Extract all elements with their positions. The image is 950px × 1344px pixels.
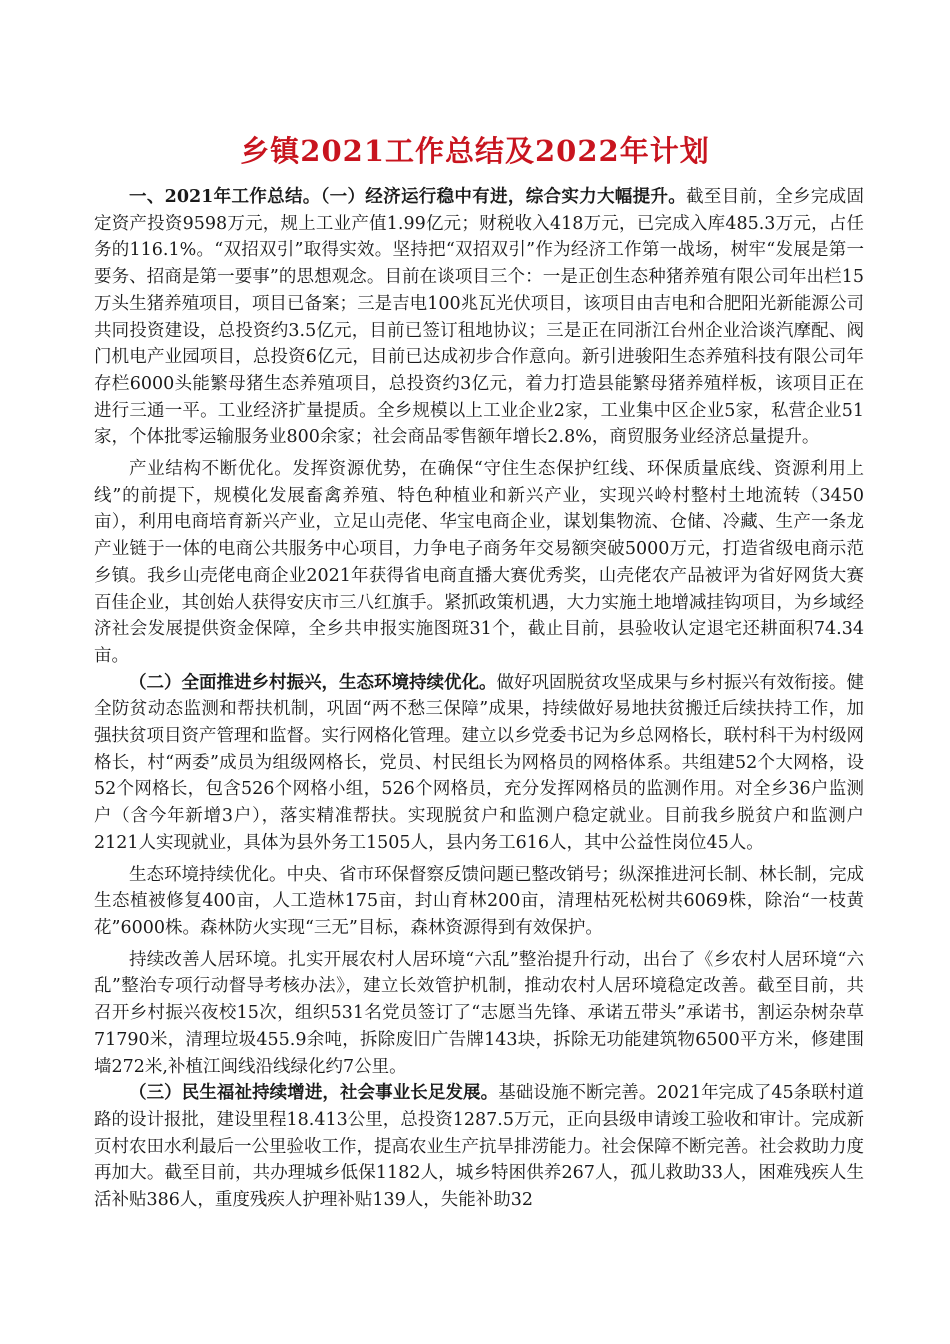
paragraph-text: 截至目前，全乡完成固定资产投资9598万元，规上工业产值1.99亿元；财税收入418万元，已完成入库485.3万元，占任务的116.1%。“双招双引”取得实效。坚持把“双招双引”作为经济工作第一战场，树牢“发展是第一要务、招商是第一要事”的思想观念。目前在谈项目三个：一是正创生态种猪养殖有限公司年出栏15万头生猪养殖项目，项目已备案；三是吉电100兆瓦光伏项目，该项目由吉电和合肥阳光新能源公司共同投资建设，总投资约3.5亿元，目前已签订租地协议；三是正在同浙江台州企业洽谈汽摩配、阀门机电产业园项目，总投资6亿元，目前已达成初步合作意向。新引进骏阳生态养殖科技有限公司年存栏6000头能繁母猪生态养殖项目，总投资约3亿元，着力打造县能繁母猪养殖样板，该项目正在进行三通一平。工业经济扩量提质。全乡规模以上工业企业2家，工业集中区企业5家，私营企业51家，个体批零运输服务业800余家；社会商品零售额年增长2.8%，商贸服务业经济总量提升。 xyxy=(94,187,864,448)
paragraph-4 xyxy=(94,862,864,942)
paragraph-2 xyxy=(94,456,864,670)
paragraph-text: 生态环境持续优化。中央、省市环保督察反馈问题已整改销号；纵深推进河长制、林长制，完成生态植被修复400亩，人工造林175亩，封山育林200亩，清理枯死松树共6069株，除治“一枝黄花”6000株。森林防火实现“三无”目标，森林资源得到有效保护。 xyxy=(94,864,864,938)
paragraph-text: 产业结构不断优化。发挥资源优势，在确保“守住生态保护红线、环保质量底线、资源利用上线”的前提下，规模化发展畜禽养殖、特色种植业和新兴产业，实现兴岭村整村土地流转（3450亩），利用电商培育新兴产业，立足山売佬、华宝电商企业，谋划集物流、仓储、冷藏、生产一条龙产业链于一体的电商公共服务中心项目，力争电子商务年交易额突破5000万元，打造省级电商示范乡镇。我乡山売佬电商企业2021年获得省电商直播大赛优秀奖，山壳佬农产品被评为省好网货大赛百佳企业，其创始人获得安庆市三八红旗手。紧抓政策机遇，大力实施土地增减挂钩项目，为乡域经济社会发展提供资金保障，全乡共申报实施图斑31个，截止目前，县验收认定退宅还耕面积74.34亩。 xyxy=(94,459,864,666)
paragraph-text: 基础设施不断完善。2021年完成了45条联村道路的设计报批，建设里程18.413公里，总投资1287.5万元，正向县级申请竣工验收和审计。完成新页村农田水利最后一公里验收工作，提高农业生产抗旱排涝能力。社会保障不断完善。社会救助力度再加大。截至目前，共办理城乡低保1182人，城乡特困供养267人，孤儿救助33人，困难残疾人生活补贴386人，重度残疾人护理补贴139人，失能补助32 xyxy=(94,1083,864,1211)
paragraph-5 xyxy=(94,947,864,1081)
section-heading: （二）全面推进乡村振兴，生态环境持续优化。 xyxy=(129,672,497,693)
paragraph-1 xyxy=(94,184,864,451)
paragraph-3 xyxy=(94,670,864,857)
section-heading: 一、2021年工作总结。（一）经济运行稳中有进，综合实力大幅提升。 xyxy=(129,187,687,207)
paragraph-text: 持续改善人居环境。扎实开展农村人居环境“六乱”整治提升行动，出台了《乡农村人居环境“六乱”整治专项行动督导考核办法》，建立长效管护机制，推动农村人居环境稳定改善。截至目前，共召开乡村振兴夜校15次，组织531名党员签订了“志愿当先锋、承诺五带头”承诺书，割运杂树杂草71790米，清理垃圾455.9余吨，拆除废旧广告牌143块，拆除无功能建筑物6500平方米，修建围墙272米,补植江闽线沿线绿化约7公里。 xyxy=(94,949,864,1077)
section-heading: （三）民生福祉持续增进，社会事业长足发展。 xyxy=(129,1083,499,1104)
document-body xyxy=(94,184,864,1214)
paragraph-text: 做好巩固脱贫攻坚成果与乡村振兴有效衔接。健全防贫动态监测和帮扶机制，巩固“两不愁三保障”成果，持续做好易地扶贫搬迁后续扶持工作，加强扶贫项目资产管理和监督。实行网格化管理。建立以乡党委书记为乡总网格长，联村科干为村级网格长，村“两委”成员为组级网格长，党员、村民组长为网格员的网格体系。共组建52个大网格，设52个网格长，包含526个网格小组，526个网格员，充分发挥网格员的监测作用。对全乡36户监测户（含今年新增3户），落实精准帮扶。实现脱贫户和监测户稳定就业。目前我乡脱贫户和监测户2121人实现就业，具体为县外务工1505人，县内务工616人，其中公益性岗位45人。 xyxy=(94,672,864,853)
paragraph-6 xyxy=(94,1080,864,1214)
document-title: 乡镇2021工作总结及2022年计划 xyxy=(240,134,710,168)
